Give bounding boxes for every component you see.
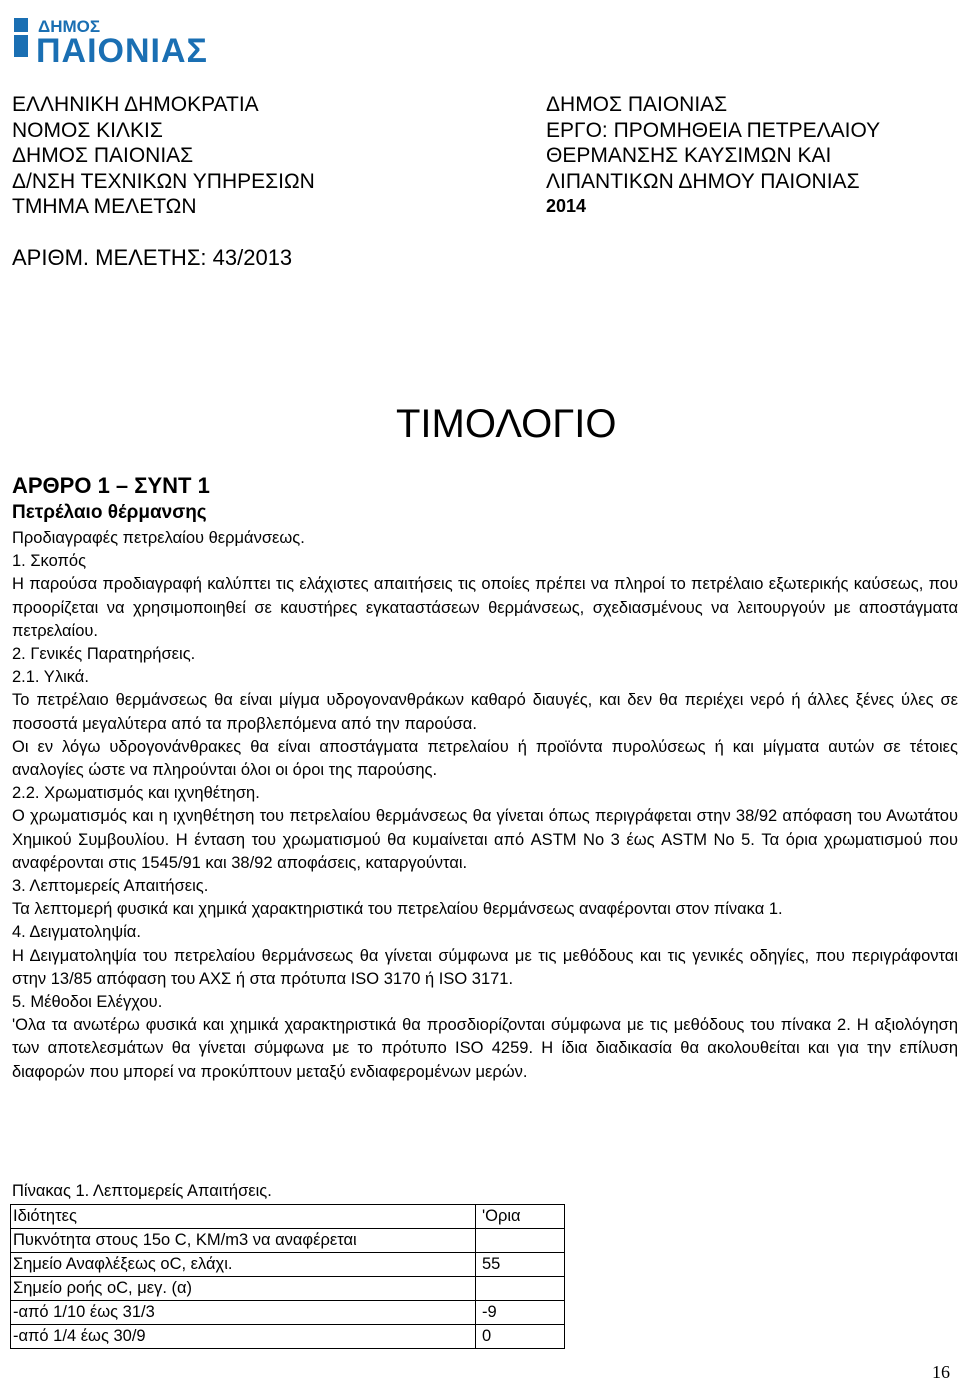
header-left-line: ΕΛΛΗΝΙΚΗ ΔΗΜΟΚΡΑΤΙΑ	[12, 93, 259, 116]
header-right-line: ΕΡΓΟ: ΠΡΟΜΗΘΕΙΑ ΠΕΤΡΕΛΑΙΟΥ	[546, 118, 881, 142]
paragraph: Η παρούσα προδιαγραφή καλύπτει τις ελάχιστες απαιτήσεις τις οποίες πρέπει να πληροί το πετρέλαιο εξωτερικής καύσεως, που προορίζεται να χρησιμοποιηθεί σε καυστήρες εγκαταστάσεων θερμάνσεως, σχεδιασμένους να λειτουργούν με αποστάγματα πετρελαίου.	[12, 575, 958, 640]
logo-bar-icon	[14, 35, 28, 57]
section-heading: 5. Μέθοδοι Ελέγχου.	[12, 993, 163, 1012]
paragraph: Το πετρέλαιο θερμάνσεως θα είναι μίγμα υδρογονανθράκων καθαρό διαυγές, και δεν θα περιέχει νερό ή άλλες ξένες ύλες σε ποσοστά μεγαλύτερα από τα προβλεπόμενα από την παρούσα.	[12, 691, 958, 733]
requirements-table	[10, 1204, 565, 1349]
section-heading: 3. Λεπτομερείς Απαιτήσεις.	[12, 877, 209, 896]
table-cell: 0	[476, 1325, 565, 1349]
table-cell: 55	[476, 1253, 565, 1277]
paragraph: 'Ολα τα ανωτέρω φυσικά και χημικά χαρακτηριστικά θα προσδιορίζονται σύμφωνα με τις μεθόδους του πίνακα 2. Η αξιολόγηση των αποτελεσμάτων θα γίνεται σύμφωνα με το πρότυπο ISO 4259. Η ίδια διαδικασία θα ακολουθείται και για την επίλυση διαφορών που μπορεί να προκύπτουν μεταξύ ενδιαφερομένων μερών.	[12, 1016, 958, 1081]
specification-body	[12, 527, 958, 1084]
header-right-year: 2014	[546, 196, 587, 216]
table-row	[11, 1277, 565, 1301]
logo-square-icon	[14, 18, 28, 32]
section-heading: 2. Γενικές Παρατηρήσεις.	[12, 645, 196, 664]
section-heading: 4. Δειγματοληψία.	[12, 923, 141, 942]
paragraph: Τα λεπτομερή φυσικά και χημικά χαρακτηριστικά του πετρελαίου θερμάνσεως αναφέρονται στον πίνακα 1.	[12, 900, 783, 919]
paragraph: Η Δειγματοληψία του πετρελαίου θερμάνσεως θα γίνεται σύμφωνα με τις μεθόδους και τις γενικές οδηγίες, που περιγράφονται στην 13/85 απόφαση του ΑΧΣ ή στα πρότυπα ISO 3170 ή ISO 3171.	[12, 946, 958, 988]
header-left-line: ΤΜΗΜΑ ΜΕΛΕΤΩΝ	[12, 195, 197, 218]
logo-line1: ΔΗΜΟΣ	[38, 17, 101, 36]
header-right-block	[546, 92, 880, 220]
table-row	[11, 1253, 565, 1277]
header-left-line: ΝΟΜΟΣ ΚΙΛΚΙΣ	[12, 118, 163, 142]
paragraph: Ο χρωματισμός και η ιχνηθέτηση του πετρελαίου θερμάνσεως θα γίνεται όπως περιγράφεται στην 38/92 απόφαση του Ανωτάτου Χημικού Συμβουλίου. Η ένταση του χρωματισμού θα κυμαίνεται από ASTM No 3 έως ASTM No 5. Τα όρια χρωματισμού που αναφέρονται στις 1545/91 και 38/92 αποφάσεις, καταργούνται.	[12, 807, 958, 872]
table-cell: Σημείο Αναφλέξεως οC, ελάχι.	[11, 1253, 476, 1277]
table-row	[11, 1229, 565, 1253]
table-cell: 'Ορια	[476, 1205, 565, 1229]
table-cell: -9	[476, 1301, 565, 1325]
paragraph: Οι εν λόγω υδρογονάνθρακες θα είναι αποστάγματα πετρελαίου ή προϊόντα πυρολύσεως ή και μίγματα αυτών σε τέτοιες αναλογίες ώστε να πληρούνται όλοι οι όροι της παρούσης.	[12, 737, 958, 780]
study-number: ΑΡΙΘΜ. ΜΕΛΕΤΗΣ: 43/2013	[12, 245, 293, 270]
paragraph: Προδιαγραφές πετρελαίου θερμάνσεως.	[12, 529, 305, 547]
table-cell: -από 1/10 έως 31/3	[11, 1301, 476, 1325]
table-cell: Ιδιότητες	[11, 1205, 476, 1229]
table-cell: Πυκνότητα στους 15ο C, KM/m3 να αναφέρεται	[11, 1229, 476, 1253]
table-header-row	[11, 1205, 565, 1229]
table-row	[11, 1325, 565, 1349]
table-caption: Πίνακας 1. Λεπτομερείς Απαιτήσεις.	[12, 1182, 272, 1200]
logo-line2: ΠΑΙΟΝΙΑΣ	[36, 32, 208, 68]
header-left-line: Δ/ΝΣΗ ΤΕΧΝΙΚΩΝ ΥΠΗΡΕΣΙΩΝ	[12, 169, 315, 193]
page-number: 16	[932, 1362, 950, 1382]
dimos-paionias-logo	[12, 14, 252, 68]
article-subtitle: Πετρέλαιο θέρμανσης	[12, 502, 207, 523]
header-left-block	[12, 92, 315, 220]
table-cell: -από 1/4 έως 30/9	[11, 1325, 476, 1349]
header-right-line: ΛΙΠΑΝΤΙΚΩΝ ΔΗΜΟΥ ΠΑΙΟΝΙΑΣ	[546, 169, 860, 193]
section-heading: 2.1. Υλικά.	[12, 668, 89, 687]
header-left-line: ΔΗΜΟΣ ΠΑΙΟΝΙΑΣ	[12, 144, 194, 167]
table-cell	[476, 1229, 565, 1253]
document-title: ΤΙΜΟΛΟΓΙΟ	[396, 402, 617, 446]
header-right-line: ΘΕΡΜΑΝΣΗΣ ΚΑΥΣΙΜΩΝ ΚΑΙ	[546, 144, 832, 167]
section-heading: 2.2. Χρωματισμός και ιχνηθέτηση.	[12, 784, 260, 803]
table-row	[11, 1301, 565, 1325]
header-right-line: ΔΗΜΟΣ ΠΑΙΟΝΙΑΣ	[546, 93, 728, 116]
table-cell	[476, 1277, 565, 1301]
table-cell: Σημείο ροής οC, μεγ. (α)	[11, 1277, 476, 1301]
article-heading: ΑΡΘΡΟ 1 – ΣΥΝΤ 1	[12, 473, 210, 498]
section-heading: 1. Σκοπός	[12, 552, 87, 571]
